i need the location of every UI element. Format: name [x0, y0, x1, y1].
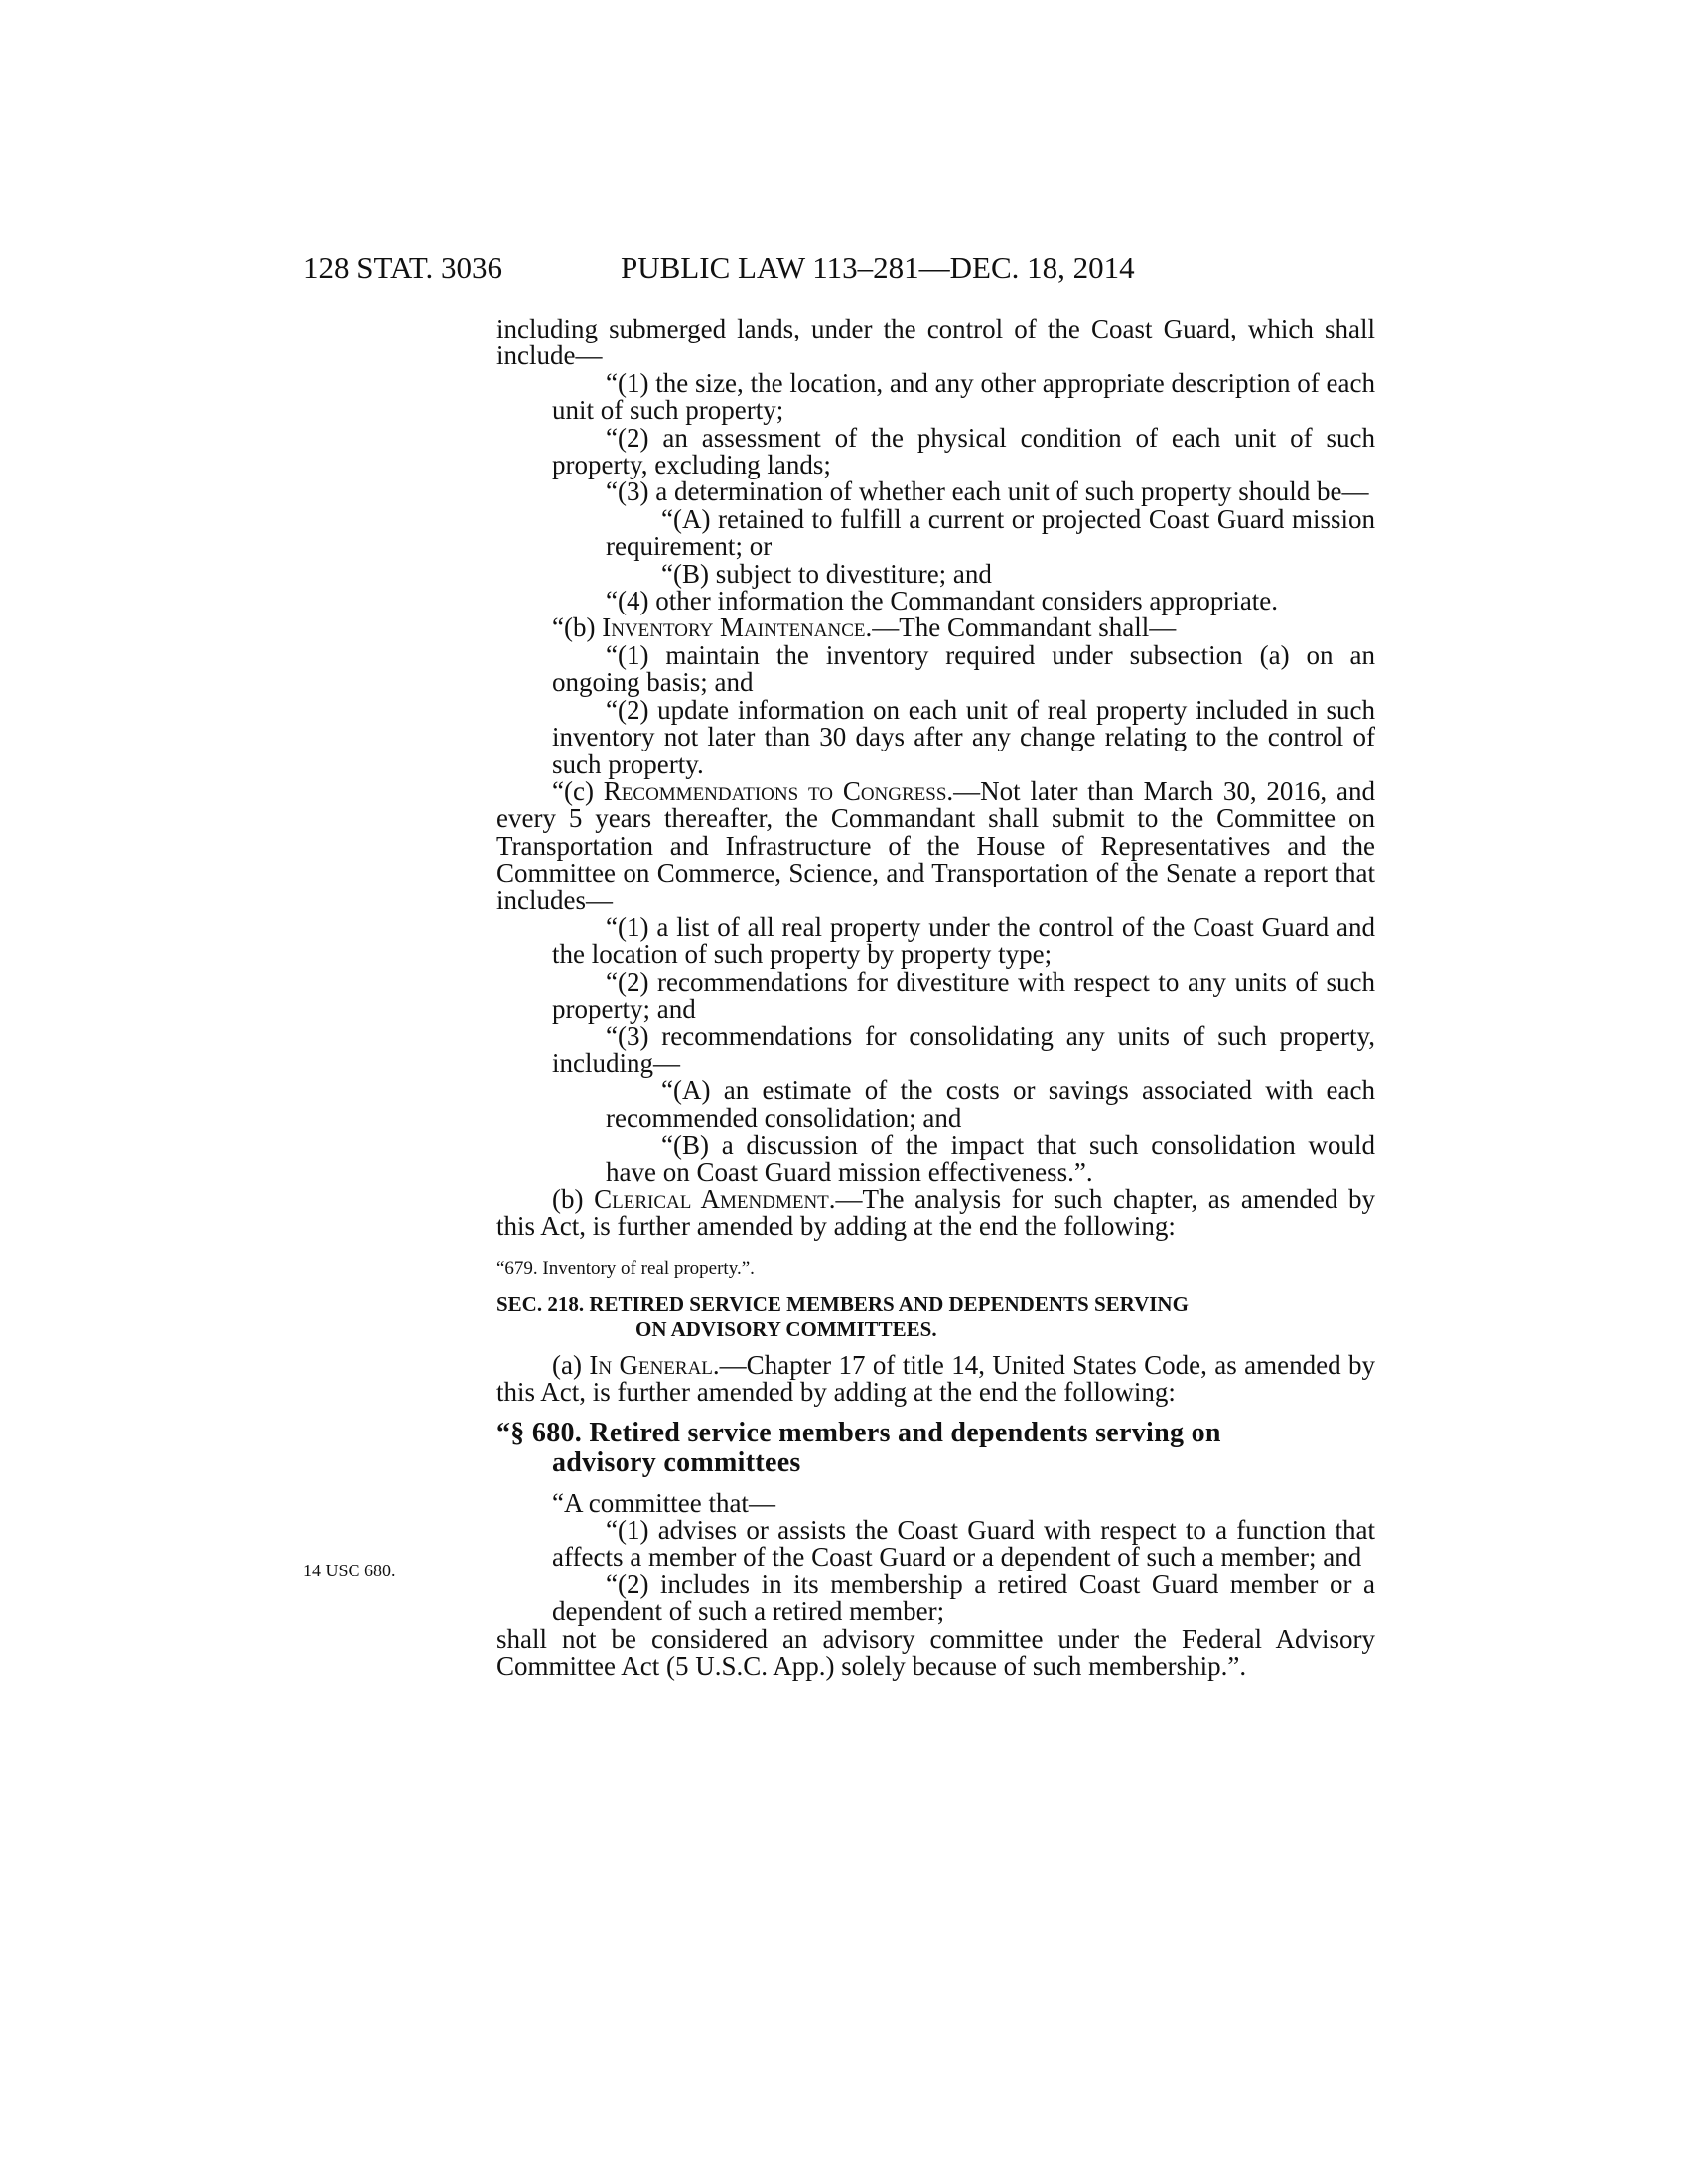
paragraph: “(3) a determination of whether each unit of such property should be— — [606, 477, 1369, 507]
margin-citation: 14 USC 680. — [303, 1561, 396, 1580]
subsection-a — [496, 1349, 1375, 1408]
law-title-date: PUBLIC LAW 113–281—DEC. 18, 2014 — [621, 250, 1135, 285]
section-heading-line: ON ADVISORY COMMITTEES. — [635, 1316, 937, 1341]
paragraph: “A committee that— — [552, 1487, 775, 1518]
subsection-label: “(c) — [552, 775, 604, 806]
section-heading-line: “§ 680. Retired service members and dependents serving on — [496, 1417, 1221, 1448]
subsection-text: .—The Commandant shall— — [865, 613, 1177, 643]
subsection-heading: Inventory Maintenance — [602, 613, 866, 643]
paragraph: “(2) update information on each unit of real property included in such inventory not later than 30 days after any change relating to the control of such property. — [552, 694, 1375, 779]
subsection-text: .—Not later than March 30, 2016, and every 5 years thereafter, the Commandant shall submit to the Committee on Transportation and Infrastructure of the House of Representatives and the Committee on Commerce, Science, and Transportation of the Senate a report that includes— — [496, 775, 1375, 915]
paragraph: “(2) an assessment of the physical condition of each unit of such property, excluding lands; — [552, 422, 1375, 480]
paragraph: “(4) other information the Commandant considers appropriate. — [606, 586, 1279, 616]
subsection-text: .—Chapter 17 of title 14, United States Code, as amended by this Act, is further amended by adding at the end the following: — [496, 1349, 1375, 1408]
paragraph: “(A) retained to fulfill a current or projected Coast Guard mission requirement; or — [606, 503, 1375, 562]
paragraph: “(1) the size, the location, and any other appropriate description of each unit of such property; — [552, 367, 1375, 426]
subsection-heading: In General — [589, 1349, 713, 1380]
subsection-text: .—The analysis for such chapter, as amended by this Act, is further amended by adding at the end the following: — [496, 1184, 1375, 1242]
section-218-heading — [496, 1293, 1375, 1342]
section-heading-line: SEC. 218. RETIRED SERVICE MEMBERS AND DEPENDENTS SERVING — [496, 1292, 1189, 1316]
paragraph: “(B) a discussion of the impact that such consolidation would have on Coast Guard mission effectiveness.”. — [606, 1130, 1375, 1187]
subsection-b — [496, 614, 1375, 641]
subsection-label: (a) — [552, 1349, 590, 1380]
paragraph: including submerged lands, under the control of the Coast Guard, which shall include— — [496, 314, 1375, 371]
paragraph: “(A) an estimate of the costs or savings associated with each recommended consolidation; and — [606, 1075, 1375, 1133]
paragraph: “(B) subject to divestiture; and — [661, 558, 992, 589]
subsection-heading: Clerical Amendment — [594, 1184, 829, 1214]
paragraph: “(1) a list of all real property under the control of the Coast Guard and the location of such property by property type; — [552, 911, 1375, 970]
paragraph: shall not be considered an advisory committee under the Federal Advisory Committee Act (5 U.S.C. App.) solely because of such membership.”. — [496, 1623, 1375, 1682]
paragraph: “(2) includes in its membership a retired Coast Guard member or a dependent of such a retired member; — [552, 1569, 1375, 1627]
subsection-c — [496, 775, 1375, 915]
statute-page-number: 128 STAT. 3036 — [303, 250, 503, 285]
paragraph: “(3) recommendations for consolidating any units of such property, including— — [552, 1021, 1375, 1078]
paragraph: “(1) maintain the inventory required under subsection (a) on an ongoing basis; and — [552, 639, 1375, 698]
subsection-label: “(b) — [552, 613, 603, 643]
table-of-sections-item: “679. Inventory of real property.”. — [496, 1257, 755, 1279]
paragraph: “(2) recommendations for divestiture with respect to any units of such property; and — [552, 966, 1375, 1024]
running-header — [303, 248, 1375, 288]
subsection-label: (b) — [552, 1184, 595, 1214]
clerical-amendment — [496, 1186, 1375, 1241]
section-heading-line: advisory committees — [552, 1446, 801, 1478]
section-680-heading — [496, 1419, 1375, 1478]
subsection-heading: Recommendations to Congress — [603, 775, 947, 806]
document-body — [496, 316, 1375, 1680]
paragraph: “(1) advises or assists the Coast Guard with respect to a function that affects a member of the Coast Guard or a dependent of such a member; and — [552, 1515, 1375, 1572]
